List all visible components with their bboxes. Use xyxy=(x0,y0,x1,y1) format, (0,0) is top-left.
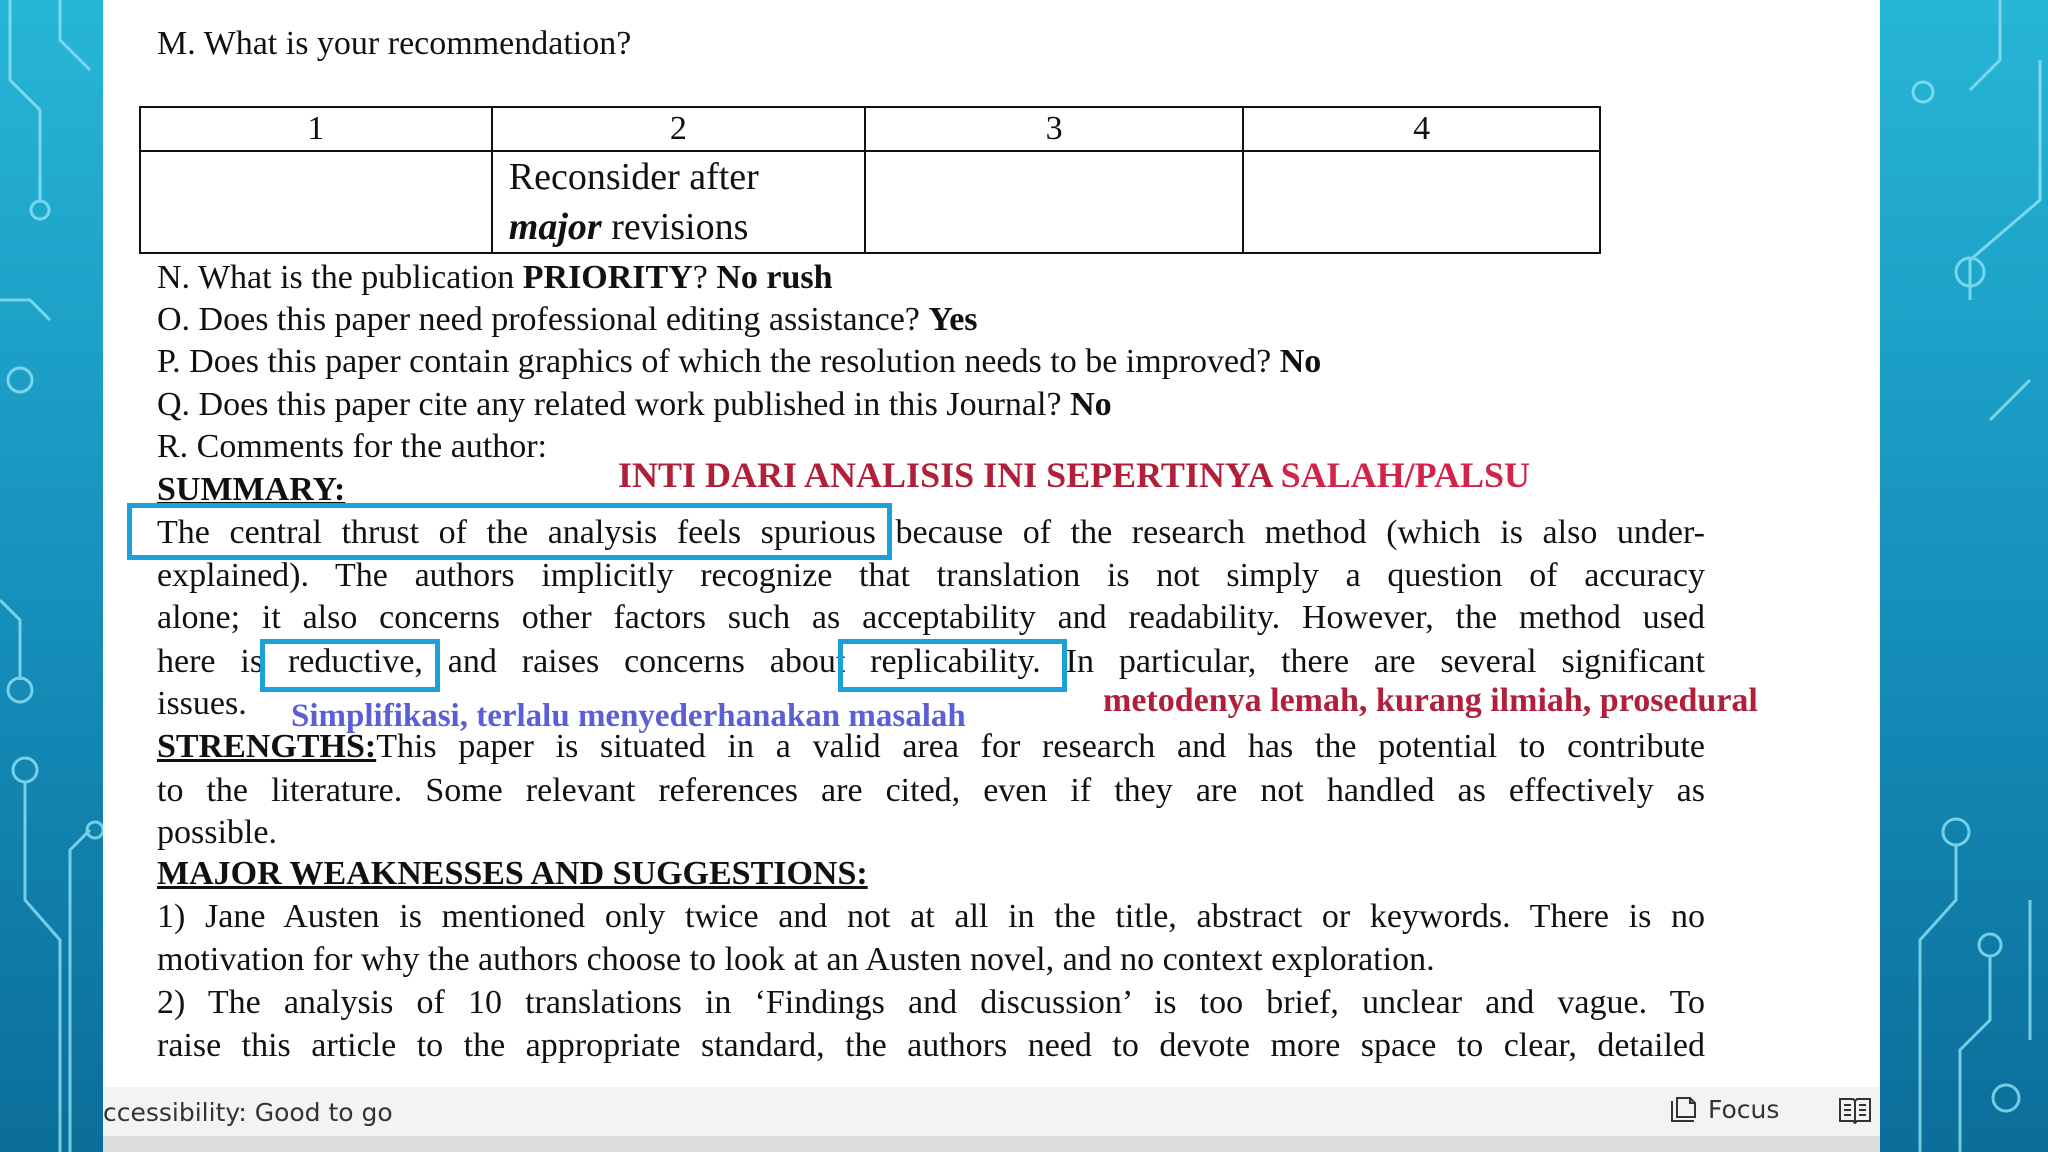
table-cell-3 xyxy=(865,151,1243,253)
question-n-bold: PRIORITY xyxy=(522,259,693,296)
strengths-line-1-text: This paper is situated in a valid area for research and has the potential to contribute xyxy=(376,728,1705,765)
strengths-line-3: possible. xyxy=(157,814,277,851)
status-bar xyxy=(103,1087,1880,1136)
question-q-text: Q. Does this paper cite any related work published in this Journal? xyxy=(157,386,1071,423)
focus-button[interactable] xyxy=(1668,1095,1779,1127)
summary-line-2: explained). The authors implicitly recognize that translation is not simply a question of accuracy xyxy=(157,557,1705,594)
strengths-line-1 xyxy=(157,727,1705,767)
summary-line-1: The central thrust of the analysis feels spurious because of the research method (which is also under- xyxy=(157,514,1705,551)
bottom-strip xyxy=(103,1136,1880,1152)
weaknesses-line-2: motivation for why the authors choose to look at an Austen novel, and no context exploration. xyxy=(157,941,1435,978)
summary-line-3: alone; it also concerns other factors such as acceptability and readability. However, the method used xyxy=(157,599,1705,636)
question-o-text: O. Does this paper need professional editing assistance? xyxy=(157,301,929,338)
weaknesses-line-4: raise this article to the appropriate standard, the authors need to devote more space to clear, detailed xyxy=(157,1027,1705,1064)
highlight-box-reductive xyxy=(260,639,440,692)
focus-label: Focus xyxy=(1707,1095,1780,1124)
recommendation-rest: revisions xyxy=(601,206,749,248)
question-p-text: P. Does this paper contain graphics of which the resolution needs to be improved? xyxy=(157,343,1280,380)
highlight-box-replicability xyxy=(838,639,1067,692)
summary-heading-text: SUMMARY: xyxy=(157,471,346,508)
question-q xyxy=(157,385,1112,425)
table-header-4: 4 xyxy=(1243,107,1600,151)
annotation-blue-note: Simplifikasi, terlalu menyederhanakan masalah xyxy=(291,698,966,734)
annotation-title xyxy=(618,454,1530,496)
annotation-title-part1: INTI DARI ANALISIS INI SEPERTINYA xyxy=(618,455,1281,495)
question-p-answer: No xyxy=(1279,343,1322,380)
slide-background-left xyxy=(0,0,103,1152)
annotation-red-note: metodenya lemah, kurang ilmiah, prosedural xyxy=(1103,682,1758,719)
recommendation-table xyxy=(139,106,1601,254)
table-header-2: 2 xyxy=(492,107,865,151)
strengths-heading: STRENGTHS: xyxy=(157,728,377,765)
slide-background-right xyxy=(1880,0,2048,1152)
weaknesses-heading xyxy=(157,854,868,894)
question-o xyxy=(157,300,978,340)
table-header-1: 1 xyxy=(140,107,492,151)
summary-line-5: issues. xyxy=(157,685,247,722)
question-n-text: N. What is the publication xyxy=(157,259,523,296)
annotation-title-part2: SALAH/PALSU xyxy=(1280,455,1531,495)
read-mode-icon xyxy=(1838,1095,1872,1125)
summary-line-4: here is reductive, and raises concerns about replicability. In particular, there are several significant xyxy=(157,643,1705,680)
document-page xyxy=(103,0,1880,1087)
question-q-answer: No xyxy=(1070,386,1112,423)
question-p xyxy=(157,342,1321,382)
accessibility-status[interactable]: ccessibility: Good to go xyxy=(103,1098,393,1127)
weaknesses-line-1: 1) Jane Austen is mentioned only twice and not at all in the title, abstract or keywords. There is no xyxy=(157,898,1705,935)
question-n xyxy=(157,258,833,298)
recommendation-line1: Reconsider after xyxy=(508,156,759,198)
table-cell-2 xyxy=(492,151,865,253)
recommendation-major: major xyxy=(508,206,602,248)
table-cell-4 xyxy=(1243,151,1600,253)
question-n-mid: ? xyxy=(692,259,717,296)
circuit-decoration-left xyxy=(0,0,103,1152)
read-mode-button[interactable] xyxy=(1838,1095,1872,1131)
circuit-decoration-right xyxy=(1880,0,2048,1152)
question-n-answer: No rush xyxy=(716,259,833,296)
table-header-3: 3 xyxy=(865,107,1243,151)
question-m: M. What is your recommendation? xyxy=(157,25,632,62)
question-o-answer: Yes xyxy=(928,301,978,338)
strengths-line-2: to the literature. Some relevant references are cited, even if they are not handled as effectively as xyxy=(157,772,1705,809)
highlight-box-spurious xyxy=(127,503,892,560)
weaknesses-line-3: 2) The analysis of 10 translations in ‘Findings and discussion’ is too brief, unclear and vague. To xyxy=(157,984,1705,1021)
table-cell-1 xyxy=(140,151,492,253)
focus-icon xyxy=(1668,1095,1700,1127)
weaknesses-heading-text: MAJOR WEAKNESSES AND SUGGESTIONS: xyxy=(157,855,868,892)
question-r: R. Comments for the author: xyxy=(157,428,548,465)
